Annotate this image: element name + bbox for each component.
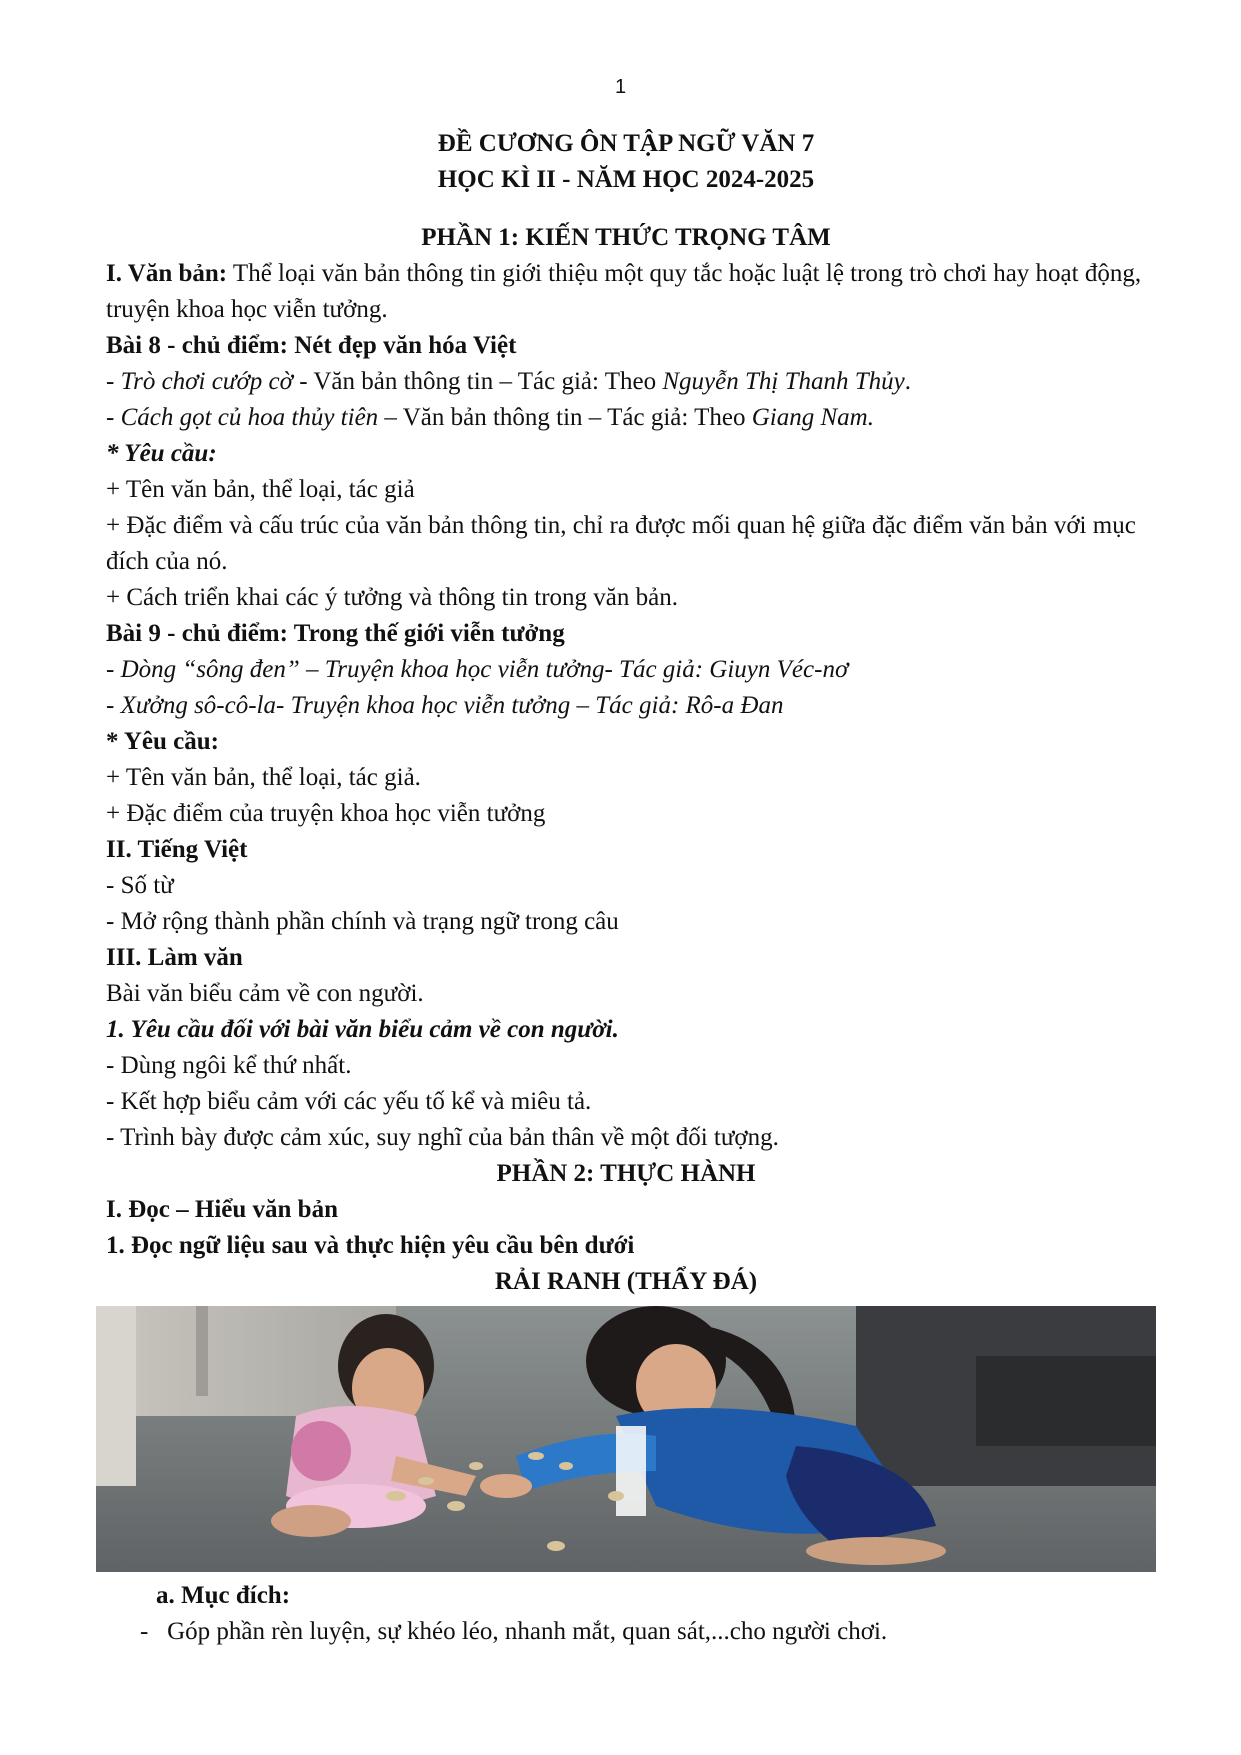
task-1-heading: 1. Đọc ngữ liệu sau và thực hiện yêu cầu bên dưới: [106, 1232, 635, 1259]
part2-heading: PHẦN 2: THỰC HÀNH: [496, 1160, 756, 1187]
text-genre: – Văn bản thông tin – Tác giả: Theo: [378, 404, 752, 431]
requirements-heading-2: * Yêu cầu:: [106, 728, 219, 755]
dash: -: [106, 368, 121, 395]
section-1-text: Thể loại văn bản thông tin giới thiệu một quy tắc hoặc luật lệ trong trò chơi hay hoạt động, truyện khoa học viễn tưởng.: [106, 260, 1142, 323]
text-genre: - Văn bản thông tin – Tác giả: Theo: [292, 368, 663, 395]
reading-title: RẢI RANH (THẨY ĐÁ): [494, 1268, 758, 1295]
bai9-item-2: - Xưởng sô-cô-la- Truyện khoa học viễn tưởng – Tác giả: Rô-a Đan: [106, 692, 784, 719]
bai9-heading: Bài 9 - chủ điểm: Trong thế giới viễn tưởng: [106, 620, 565, 647]
requirement-item: + Đặc điểm và cấu trúc của văn bản thông tin, chỉ ra được mối quan hệ giữa đặc điểm văn bản với mục đích của nó.: [106, 512, 1136, 575]
section-3-heading: III. Làm văn: [106, 944, 243, 971]
bai8-item-1: [106, 364, 1146, 400]
list-item-text: Góp phần rèn luyện, sự khéo léo, nhanh mắt, quan sát,...cho người chơi.: [167, 1618, 888, 1645]
list-item: - Mở rộng thành phần chính và trạng ngữ trong câu: [106, 908, 619, 935]
dash: -: [140, 1618, 149, 1645]
bai8-item-2: [106, 400, 1146, 436]
list-item: - Dùng ngôi kể thứ nhất.: [106, 1052, 352, 1079]
part2-section-1-heading: I. Đọc – Hiểu văn bản: [106, 1196, 338, 1223]
section-3-subheading: 1. Yêu cầu đối với bài văn biểu cảm về con người.: [106, 1016, 619, 1043]
text-author: Giang Nam.: [751, 404, 874, 431]
list-item: - Số từ: [106, 872, 174, 899]
requirement-item: + Cách triển khai các ý tưởng và thông tin trong văn bản.: [106, 584, 678, 611]
requirement-item: + Tên văn bản, thể loại, tác giả.: [106, 764, 421, 791]
photo-illustration: [96, 1306, 1156, 1572]
document-body: [106, 126, 1146, 1650]
text-title: Cách gọt củ hoa thủy tiên: [120, 404, 379, 431]
section-2-heading: II. Tiếng Việt: [106, 836, 248, 863]
requirement-item: + Tên văn bản, thể loại, tác giả: [106, 476, 415, 503]
list-item: [106, 1614, 1146, 1650]
section-1-label: I. Văn bản:: [106, 260, 228, 287]
title-line-1: ĐỀ CƯƠNG ÔN TẬP NGỮ VĂN 7: [437, 130, 815, 157]
section-3-text: Bài văn biểu cảm về con người.: [106, 980, 424, 1007]
subsection-a-heading: a. Mục đích:: [156, 1582, 291, 1609]
list-item: - Kết hợp biểu cảm với các yếu tố kể và miêu tả.: [106, 1088, 592, 1115]
list-item: - Trình bày được cảm xúc, suy nghĩ của bản thân về một đối tượng.: [106, 1124, 779, 1151]
bai9-item-1: - Dòng “sông đen” – Truyện khoa học viễn tưởng- Tác giả: Giuyn Véc-nơ: [106, 656, 849, 683]
dash: -: [106, 404, 121, 431]
children-playing-photo: [96, 1306, 1156, 1572]
part1-heading: PHẦN 1: KIẾN THỨC TRỌNG TÂM: [421, 224, 831, 251]
page-number: 1: [614, 76, 627, 98]
requirement-item: + Đặc điểm của truyện khoa học viễn tưởng: [106, 800, 546, 827]
title-line-2: HỌC KÌ II - NĂM HỌC 2024-2025: [437, 166, 815, 193]
requirements-heading-1: * Yêu cầu:: [106, 440, 217, 467]
bai8-heading: Bài 8 - chủ điểm: Nét đẹp văn hóa Việt: [106, 332, 517, 359]
section-1-paragraph: [106, 256, 1146, 328]
text-author: Nguyễn Thị Thanh Thủy: [662, 368, 905, 395]
period: .: [904, 368, 911, 395]
text-title: Trò chơi cướp cờ: [120, 368, 293, 395]
